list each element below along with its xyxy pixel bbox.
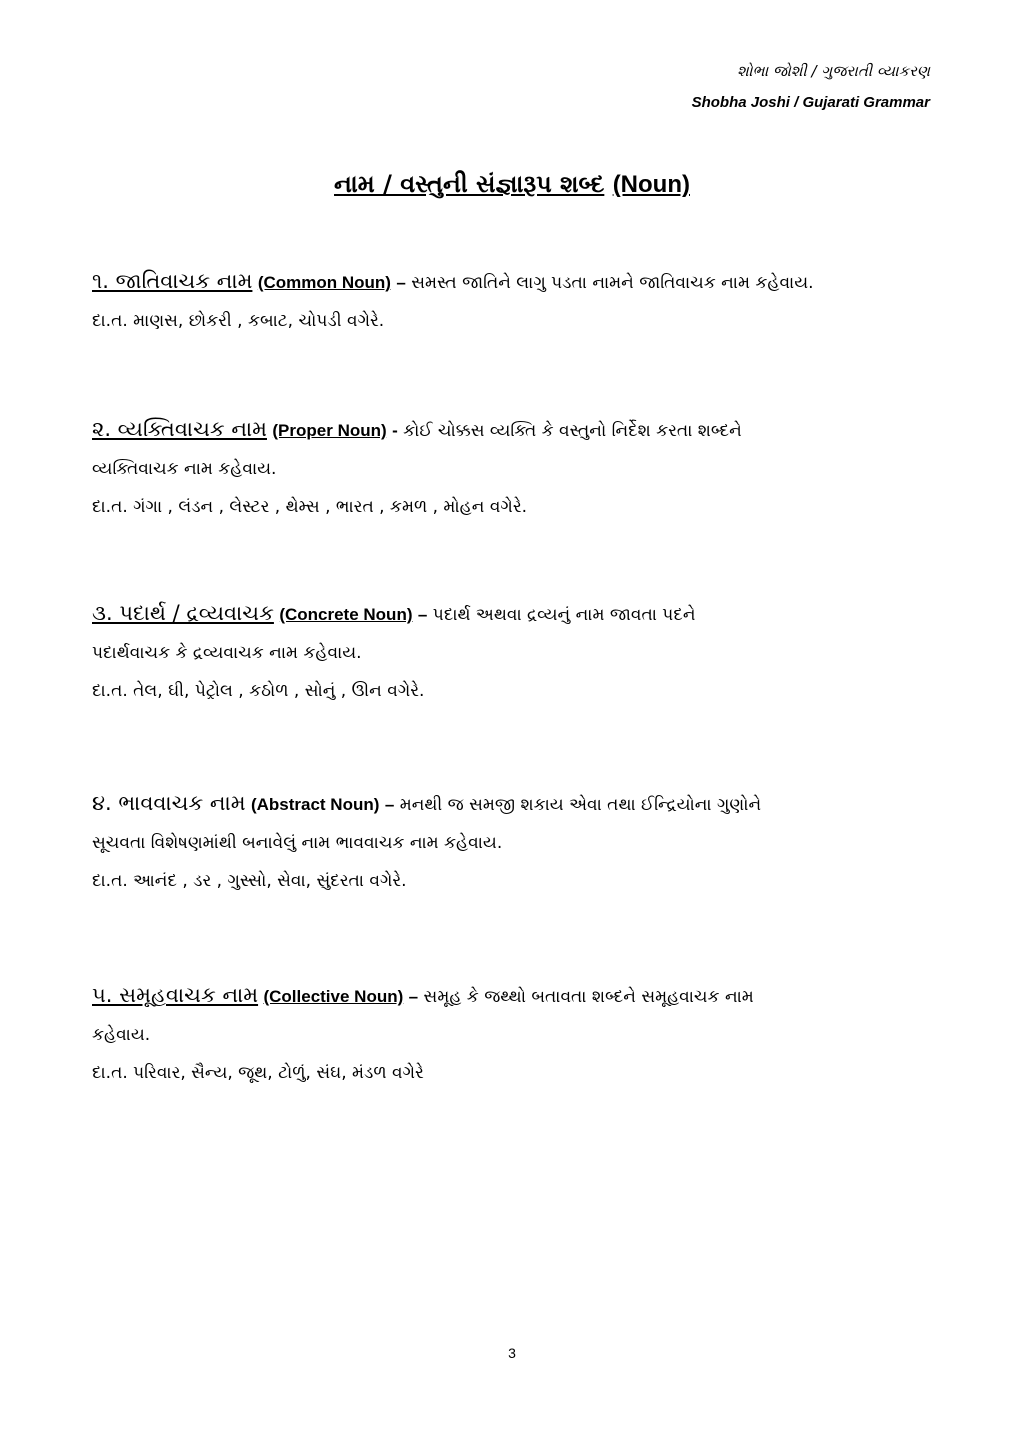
page-number: 3 [508,1345,516,1361]
section-heading-gujarati: ૫. સમૂહવાચક નામ [92,983,259,1007]
section-heading-line [92,784,942,824]
section-separator: – [417,605,428,624]
section-separator: – [408,987,419,1006]
page-title-gujarati: નામ / વસ્તુની સંજ્ઞારૂપ શબ્દ [334,170,605,198]
page-title-english: (Noun) [612,171,690,198]
section-separator: – [396,273,406,292]
section-definition-continued: સૂચવતા વિશેષણમાંથી બનાવેલું નામ ભાવવાચક નામ કહેવાય. [92,833,503,853]
section-heading-gujarati: ૧. જાતિવાચક નામ [92,269,253,293]
section-definition: પદાર્થ અથવા દ્રવ્યનું નામ જાવતા પદને [432,605,696,625]
section-collective-noun [92,976,942,1092]
section-example: દા.ત. ગંગા , લંડન , લેસ્ટર , થેમ્સ , ભારત , કમળ , મોહન વગેરે. [92,497,528,517]
section-heading-line [92,262,942,302]
header-author-english: Shobha Joshi / Gujarati Grammar [691,94,930,111]
section-heading-line [92,976,942,1016]
section-definition: સમૂહ કે જથ્થો બતાવતા શબ્દને સમૂહવાચક નામ [423,987,754,1007]
section-definition-continued: વ્યક્તિવાચક નામ કહેવાય. [92,459,277,479]
section-separator: – [384,795,395,814]
section-definition-continued: પદાર્થવાચક કે દ્રવ્યવાચક નામ કહેવાય. [92,643,362,663]
section-heading-gujarati: ૩. પદાર્થ / દ્રવ્યવાચક [92,601,274,625]
section-heading-english: (Common Noun) [257,273,391,292]
section-heading-english: (Concrete Noun) [279,605,413,624]
section-example: દા.ત. તેલ, ઘી, પેટ્રોલ , કઠોળ , સોનું , ઊન વગેરે. [92,681,425,701]
section-heading-line [92,594,942,634]
section-heading-english: (Collective Noun) [263,987,404,1006]
section-example: દા.ત. માણસ, છોકરી , કબાટ, ચોપડી વગેરે. [92,311,385,331]
section-proper-noun [92,410,942,526]
section-definition: સમસ્ત જાતિને લાગુ પડતા નામને જાતિવાચક નામ કહેવાય. [411,273,814,293]
section-example: દા.ત. પરિવાર, સૈન્ય, જૂથ, ટોળું, સંઘ, મંડળ વગેરે [92,1063,424,1083]
section-common-noun [92,262,942,340]
section-example: દા.ત. આનંદ , ડર , ગુસ્સો, સેવા, સુંદરતા વગેરે. [92,871,407,891]
page-title [0,170,1024,199]
section-concrete-noun [92,594,942,710]
section-abstract-noun [92,784,942,900]
section-definition: મનથી જ સમજી શકાય એવા તથા ઈન્દ્રિયોના ગુણોને [399,795,762,815]
section-heading-english: (Proper Noun) [272,421,387,440]
section-definition: કોઈ ચોક્કસ વ્યક્તિ કે વસ્તુનો નિર્દેશ કરતા શબ્દને [403,421,742,441]
section-heading-gujarati: ૪. ભાવવાચક નામ [92,791,246,815]
section-separator: - [392,421,398,440]
section-heading-english: (Abstract Noun) [250,795,380,814]
section-definition-continued: કહેવાય. [92,1025,151,1045]
section-heading-gujarati: ૨. વ્યક્તિવાચક નામ [92,417,267,441]
section-heading-line [92,410,942,450]
header-author-gujarati: શોભા જોશી / ગુજરાતી વ્યાકરણ [737,62,930,80]
